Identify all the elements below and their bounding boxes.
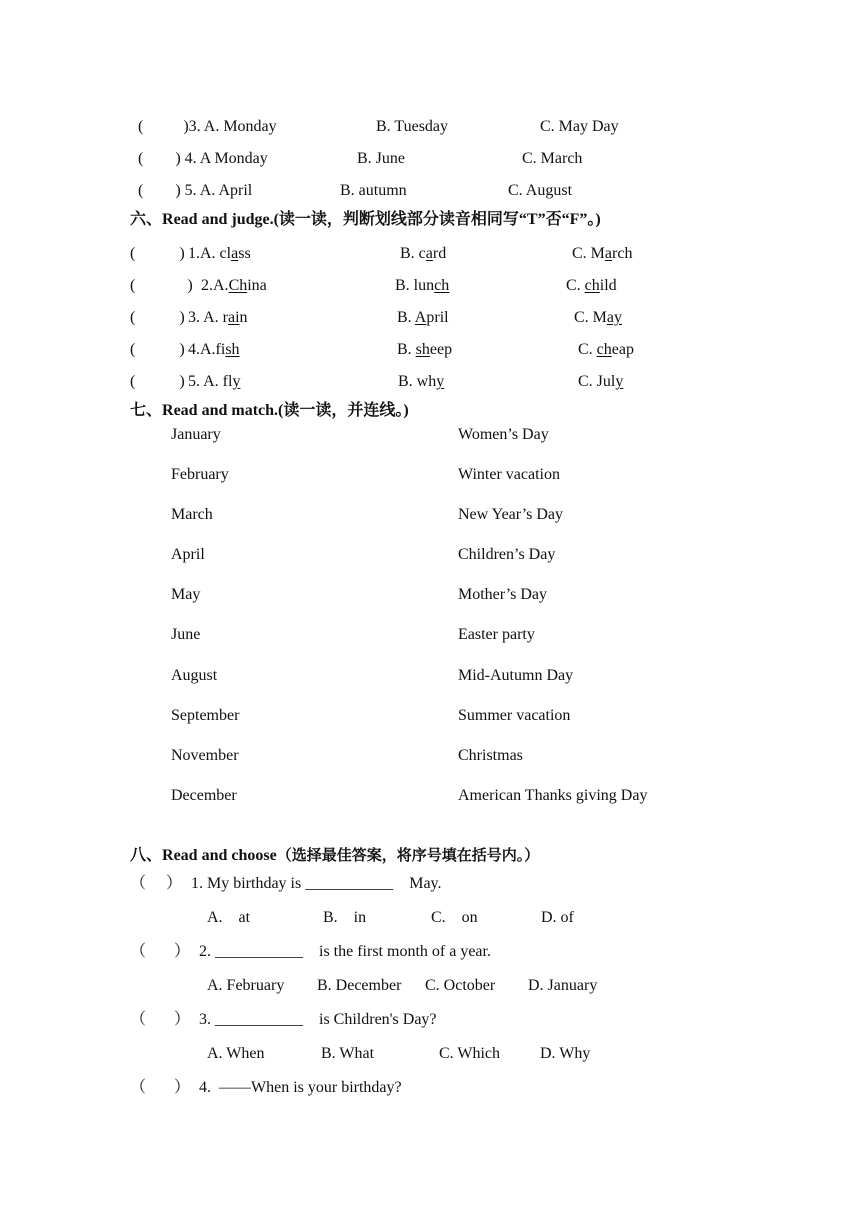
section8-heading: 八、Read and choose（选择最佳答案，将序号填在括号内。） [130, 847, 540, 864]
festival-item: Summer vacation [458, 707, 571, 724]
s6-row5-b: B. why [398, 373, 445, 390]
month-item: May [171, 586, 201, 603]
festival-item: Christmas [458, 747, 523, 764]
q4-text: 4. ——When is your birthday? [199, 1079, 402, 1096]
s5-row5-b: B. autumn [340, 182, 407, 199]
month-item: April [171, 546, 205, 563]
s5-row4-b: B. June [357, 150, 405, 167]
s6-row5-paren: ( ) [130, 373, 185, 390]
month-item: November [171, 747, 239, 764]
q2-option-a: A. February [207, 977, 285, 994]
s6-row2-c: C. child [566, 277, 617, 294]
s6-row1-c: C. March [572, 245, 633, 262]
s6-row2-a: 2.A.China [201, 277, 267, 294]
q2-paren: （ ） [130, 943, 191, 960]
s6-row3-paren: ( ) [130, 309, 185, 326]
q3-option-d: D. Why [540, 1045, 591, 1062]
s6-row4-a: 4.A.fish [188, 341, 240, 358]
s6-row3-a: 3. A. rain [188, 309, 248, 326]
section6-heading: 六、Read and judge.(读一读，判断划线部分读音相同写“T”否“F”。) [130, 211, 601, 228]
month-item: December [171, 787, 237, 804]
festival-item: Women’s Day [458, 426, 549, 443]
q1-option-d: D. of [541, 909, 574, 926]
q3-option-a: A. When [207, 1045, 265, 1062]
month-item: September [171, 707, 240, 724]
month-item: January [171, 426, 221, 443]
s5-row5-c: C. August [508, 182, 573, 199]
s6-row1-b: B. card [400, 245, 447, 262]
s5-row3-b: B. Tuesday [376, 118, 449, 135]
q1-text: 1. My birthday is ___________ May. [191, 875, 442, 892]
s6-row3-c: C. May [574, 309, 623, 326]
q2-text: 2. ___________ is the first month of a year. [199, 943, 491, 960]
q2-option-c: C. October [425, 977, 496, 994]
s5-row4-num: ( ) 4. A Monday [138, 150, 268, 167]
s5-row3-num: ( )3. A. Monday [138, 118, 277, 135]
s6-row3-b: B. April [397, 309, 449, 326]
month-item: June [171, 626, 201, 643]
s6-row2-paren: ( ) [130, 277, 193, 294]
s6-row4-b: B. sheep [397, 341, 453, 358]
s5-row5-num: ( ) 5. A. April [138, 182, 253, 199]
q3-option-b: B. What [321, 1045, 375, 1062]
month-item: March [171, 506, 213, 523]
festival-item: American Thanks giving Day [458, 787, 648, 804]
q2-option-b: B. December [317, 977, 402, 994]
s6-row5-c: C. July [578, 373, 624, 390]
q1-option-c: C. on [431, 909, 478, 926]
s6-row4-paren: ( ) [130, 341, 185, 358]
q3-option-c: C. Which [439, 1045, 501, 1062]
festival-item: New Year’s Day [458, 506, 564, 523]
q3-paren: （ ） [130, 1011, 191, 1028]
q3-text: 3. ___________ is Children's Day? [199, 1011, 437, 1028]
s6-row5-a: 5. A. fly [188, 373, 241, 390]
q1-option-a: A. at [207, 909, 251, 926]
s5-row3-c: C. May Day [540, 118, 619, 135]
section7-heading: 七、Read and match.(读一读，并连线。) [130, 402, 409, 419]
month-item: February [171, 466, 229, 483]
q1-option-b: B. in [323, 909, 367, 926]
q4-paren: （ ） [130, 1079, 191, 1096]
festival-item: Mother’s Day [458, 586, 548, 603]
s6-row2-b: B. lunch [395, 277, 450, 294]
q2-option-d: D. January [528, 977, 598, 994]
festival-item: Children’s Day [458, 546, 556, 563]
s6-row4-c: C. cheap [578, 341, 634, 358]
festival-item: Mid-Autumn Day [458, 667, 574, 684]
festival-item: Winter vacation [458, 466, 560, 483]
s5-row4-c: C. March [522, 150, 583, 167]
s6-row1-a: 1.A. class [188, 245, 251, 262]
festival-item: Easter party [458, 626, 535, 643]
q1-paren: （ ） [130, 875, 183, 892]
month-item: August [171, 667, 218, 684]
s6-row1-paren: ( ) [130, 245, 185, 262]
